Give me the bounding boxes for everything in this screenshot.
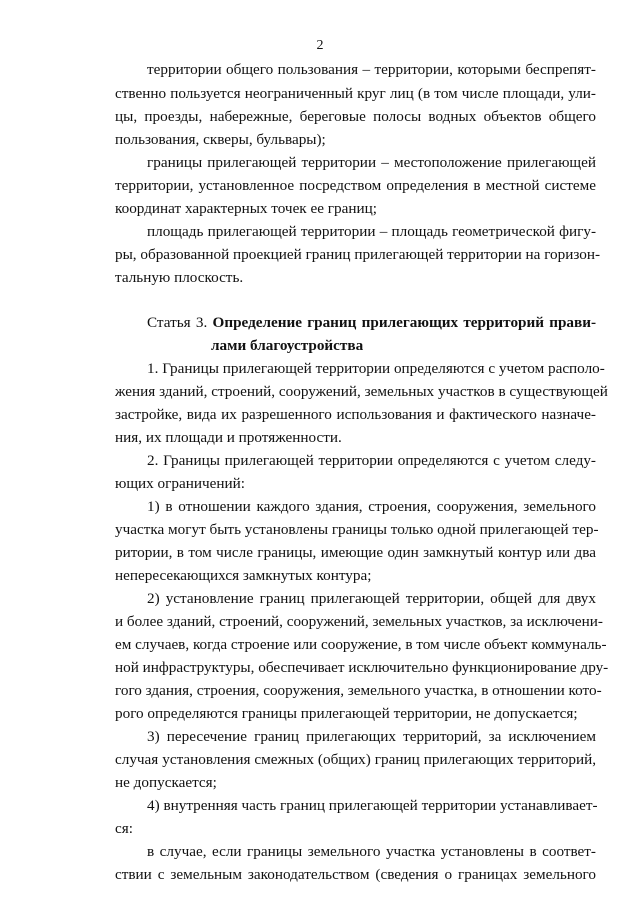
text-line: 3) пересечение границ прилегающих территорий, за исключением (147, 728, 596, 745)
text-line: случая установления смежных (общих) границ прилегающих территорий, (115, 751, 596, 768)
text-line: 2. Границы прилегающей территории определяются с учетом следу- (147, 452, 596, 469)
article-label: Статья 3. (147, 314, 208, 331)
text-line: и более зданий, строений, сооружений, земельных участков, за исключени- (115, 613, 603, 630)
text-line: в случае, если границы земельного участка установлены в соответ- (147, 843, 596, 860)
text-line: тальную плоскость. (115, 269, 244, 286)
text-line: 2) установление границ прилегающей территории, общей для двух (147, 590, 596, 607)
text-line: 1. Границы прилегающей территории определяются с учетом располо- (147, 360, 605, 377)
text-line: цы, проезды, набережные, береговые полосы водных объектов общего (115, 108, 596, 125)
text-line: непересекающихся замкнутых контура; (115, 567, 372, 584)
text-line: ющих ограничений: (115, 475, 245, 492)
text-line: участка могут быть установлены границы только одной прилегающей тер- (115, 521, 599, 538)
text-line: гого здания, строения, сооружения, земельного участка, в отношении кото- (115, 682, 602, 699)
text-line: застройке, вида их разрешенного использования и фактического назначе- (115, 406, 596, 423)
text-line: ем случаев, когда строение или сооружение, в том числе объект коммуналь- (115, 636, 607, 653)
text-line: ственно пользуется неограниченный круг лиц (в том числе площади, ули- (115, 85, 596, 102)
text-line: ритории, в том числе границы, имеющие один замкнутый контур или два (115, 544, 596, 561)
page-number: 2 (316, 38, 324, 53)
article-title-cont: лами благоустройства (211, 337, 364, 354)
text-line: не допускается; (115, 774, 217, 791)
text-line: территории общего пользования – территории, которыми беспрепят- (147, 61, 596, 78)
text-line: 1) в отношении каждого здания, строения, сооружения, земельного (147, 498, 596, 515)
article-heading (147, 314, 596, 332)
text-line: территории, установленное посредством определения в местной системе (115, 177, 596, 194)
article-title: Определение границ прилегающих территорий прави- (212, 314, 597, 331)
text-line: рого определяются границы прилегающей территории, не допускается; (115, 705, 578, 722)
text-line: ной инфраструктуры, обеспечивает исключительно функционирование дру- (115, 659, 609, 676)
text-line: 4) внутренняя часть границ прилегающей территории устанавливает- (147, 797, 598, 814)
text-line: границы прилегающей территории – местоположение прилегающей (147, 154, 596, 171)
text-line: координат характерных точек ее границ; (115, 200, 377, 217)
text-line: ры, образованной проекцией границ прилегающей территории на горизон- (115, 246, 601, 263)
text-line: ся: (115, 820, 133, 837)
text-line: жения зданий, строений, сооружений, земельных участков в существующей (115, 383, 608, 400)
text-line: ствии с земельным законодательством (сведения о границах земельного (115, 866, 596, 883)
text-line: пользования, скверы, бульвары); (115, 131, 326, 148)
text-line: ния, их площади и протяженности. (115, 429, 342, 446)
text-line: площадь прилегающей территории – площадь геометрической фигу- (147, 223, 596, 240)
